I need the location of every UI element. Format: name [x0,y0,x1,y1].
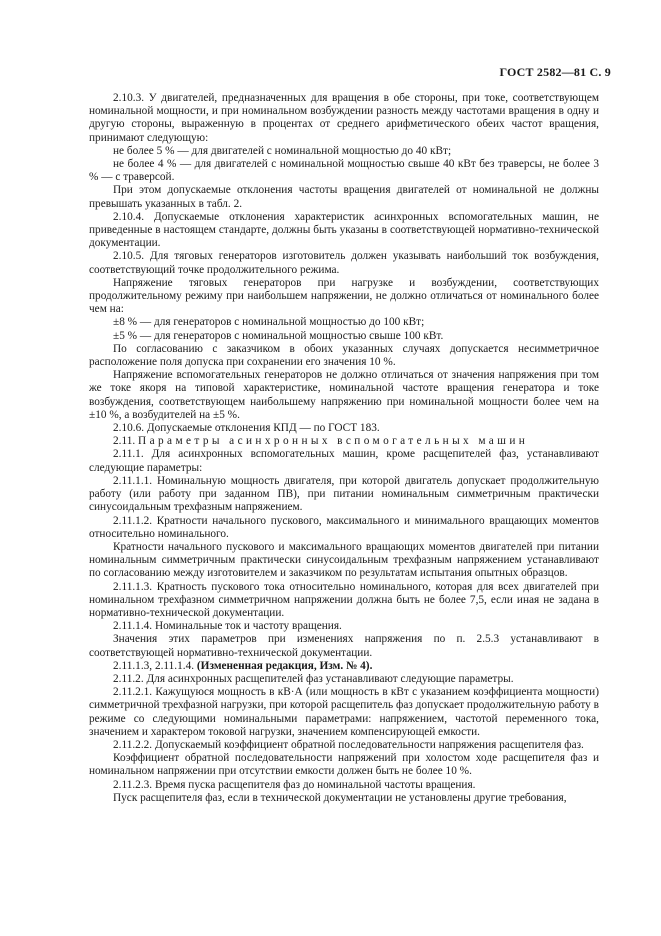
paragraph-parameter-values: Значения этих параметров при изменениях напряжения по п. 2.5.3 устанавливают в соответствующей нормативно-технической документации. [89,633,599,659]
section-title: Параметры асинхронных вспомогательных машин [138,435,529,448]
paragraph-2-11-2-3: 2.11.2.3. Время пуска расщепителя фаз до номинальной частоты вращения. [113,778,476,791]
paragraph-2-11-2-2: 2.11.2.2. Допускаемый коэффициент обратной последовательности напряжения расщепителя фаз. [113,738,584,751]
section-number: 2.11. [113,435,136,448]
list-item-4-percent: не более 4 % — для двигателей с номинальной мощностью свыше 40 кВт без траверсы, не более 3 % — с траверсой. [89,158,599,184]
paragraph-reverse-sequence: Коэффициент обратной последовательности напряжений при холостом ходе расщепителя фаз и номинальном напряжении при отсутствии емкости должен быть не более 10 %. [89,752,599,778]
list-item-8-percent: ±8 % — для генераторов с номинальной мощностью до 100 кВт; [113,316,425,329]
paragraph-2-11-1-2: 2.11.1.2. Кратности начального пускового, максимального и минимального вращающих моментов относительно номинального. [89,514,599,540]
amendment-label: (Измененная редакция, Изм. № 4). [196,659,373,672]
list-item-5-percent-generators: ±5 % — для генераторов с номинальной мощностью свыше 100 кВт. [113,329,444,342]
paragraph-amendment-note [89,660,599,673]
paragraph-2-10-3: 2.10.3. У двигателей, предназначенных для вращения в обе стороны, при токе, соответствующем номинальной мощности, и при номинальном возбуждении разность между частотами вращения в одну и другую стороны, выраженную в процентах от среднего арифметического обеих частот вращения, принимают следующую: [89,92,599,144]
paragraph-asymmetric-tolerance: По согласованию с заказчиком в обоих указанных случаях допускается несимметричное расположение поля допуска при сохранении его значения 10 %. [89,342,599,369]
list-item-5-percent: не более 5 % — для двигателей с номинальной мощностью до 40 кВт; [113,144,452,157]
paragraph-2-11-1-4: 2.11.1.4. Номинальные ток и частоту вращения. [113,620,342,633]
paragraph-auxiliary-voltage: Напряжение вспомогательных генераторов не должно отличаться от значения напряжения при том же токе якоря на типовой характеристике, номинальной частоте вращения генератора и токе возбуждения, соответствующем наибольшему напряжению при номинальной мощности более чем на ±10 %, а возбудителей на ±5 %. [89,369,599,421]
page-header: ГОСТ 2582—81 С. 9 [499,65,611,79]
paragraph-2-11-1-1: 2.11.1.1. Номинальную мощность двигателя, при которой двигатель допускает продолжительную работу (или работу при заданном ПВ), при питании номинальным симметричным практически синусоидальным трехфазным напряжением. [89,474,599,514]
document-body [89,92,599,805]
paragraph-2-10-5: 2.10.5. Для тяговых генераторов изготовитель должен указывать наибольший ток возбуждения, соответствующий точке продолжительного режима. [89,250,599,276]
paragraph-2-11-2: 2.11.2. Для асинхронных расщепителей фаз устанавливают следующие параметры. [113,672,514,685]
paragraph-traction-voltage: Напряжение тяговых генераторов при нагрузке и возбуждении, соответствующих продолжительному режиму при наибольшем напряжении, не должно отличаться от номинального более чем на: [89,276,599,316]
paragraph-2-10-4: 2.10.4. Допускаемые отклонения характеристик асинхронных вспомогательных машин, не приведенные в настоящем стандарте, должны быть указаны в соответствующей нормативно-технической документации. [89,210,599,250]
paragraph-table-2-note: При этом допускаемые отклонения частоты вращения двигателей от номинальной не должны превышать указанных в табл. 2. [89,184,599,210]
paragraph-splitter-start: Пуск расщепителя фаз, если в технической документации не установлены другие требования, [113,791,567,804]
paragraph-2-10-6: 2.10.6. Допускаемые отклонения КПД — по ГОСТ 183. [113,422,380,435]
section-heading-2-11 [89,435,599,448]
paragraph-2-11-2-1: 2.11.2.1. Кажущуюся мощность в кВ·А (или мощность в кВт с указанием коэффициента мощности) симметричной трехфазной нагрузки, при которой расщепитель фаз допускает продолжительную работу в режиме со следующими номинальными параметрами: напряжением, частотой переменного тока, значением и характером токовой нагрузки, значением компенсирующей емкости. [89,686,599,738]
paragraph-torque-ratios: Кратности начального пускового и максимального вращающих моментов двигателей при питании номинальным симметричным практически синусоидальным трехфазным напряжением устанавливают по согласованию между изготовителем и заказчиком по результатам испытания опытных образцов. [89,540,599,580]
amendment-clauses: 2.11.1.3, 2.11.1.4. [113,659,195,672]
paragraph-2-11-1-3: 2.11.1.3. Кратность пускового тока относительно номинального, которая для всех двигателей при номинальном трехфазном симметричном напряжении должна быть не более 7,5, если иная не задана в нормативно-технической документации. [89,580,599,619]
paragraph-2-11-1: 2.11.1. Для асинхронных вспомогательных машин, кроме расщепителей фаз, устанавливают следующие параметры: [89,448,599,474]
